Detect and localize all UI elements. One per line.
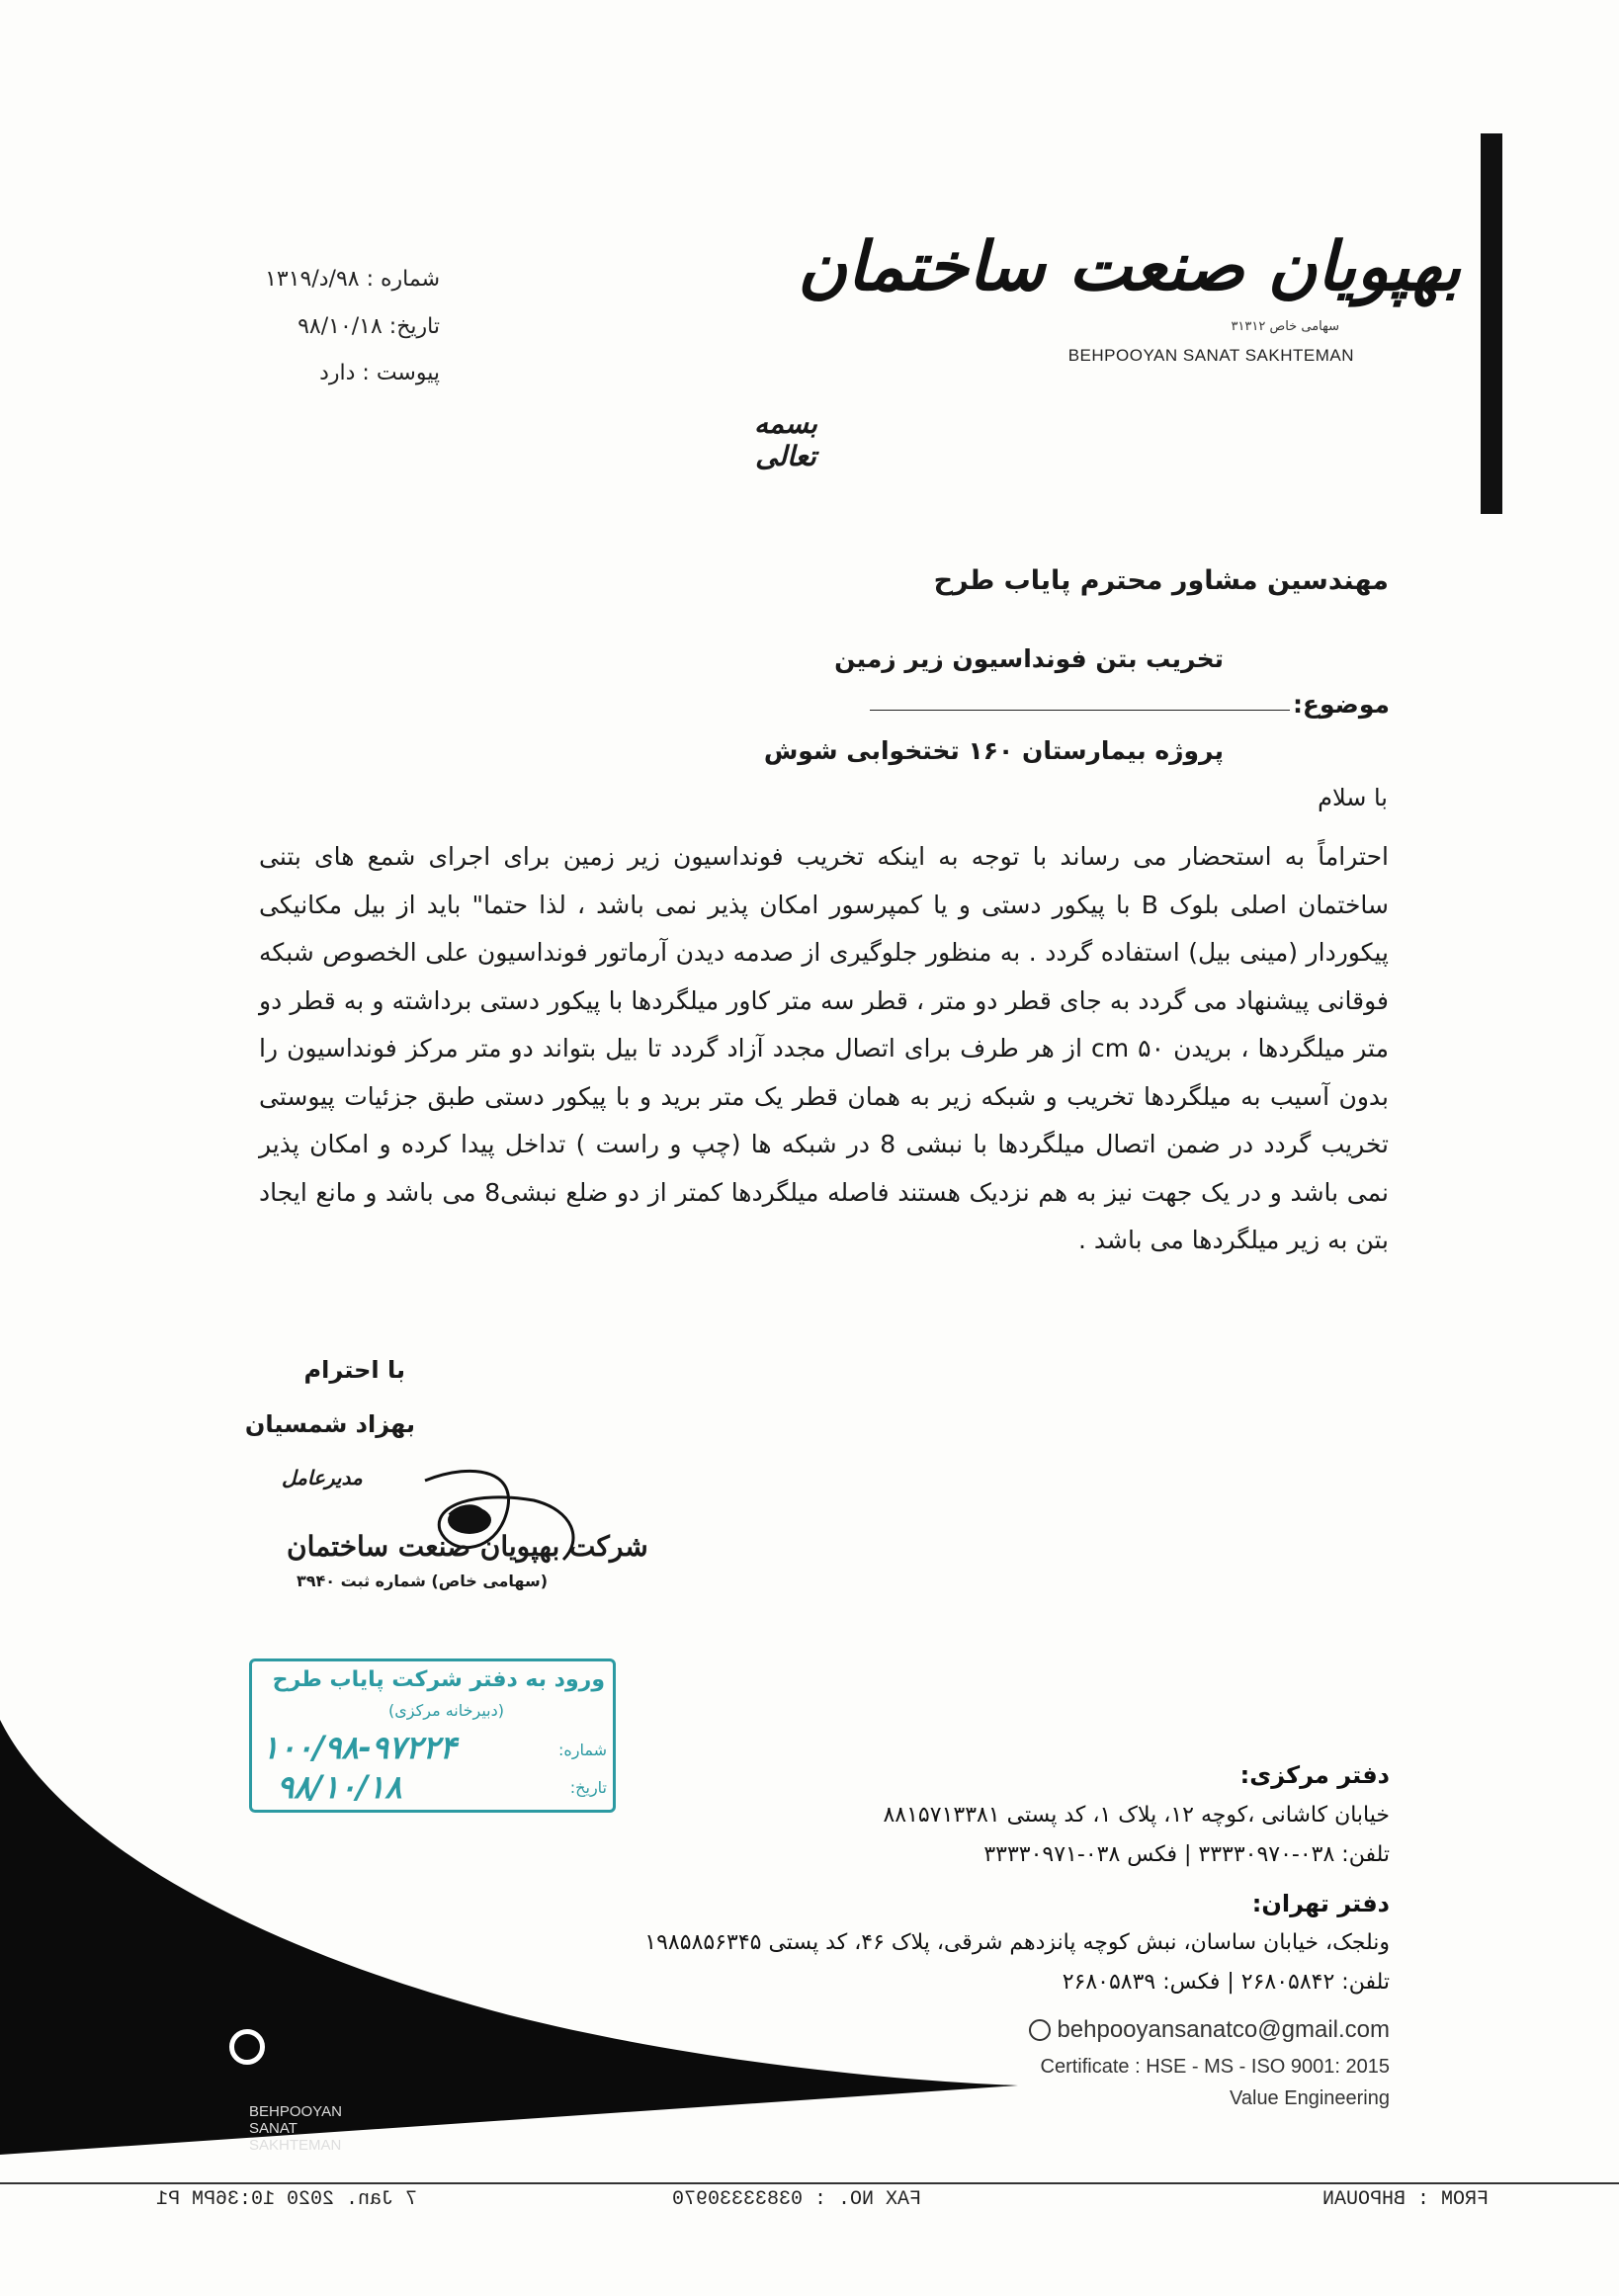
subject-underline <box>870 710 1290 711</box>
letter-number: شماره : ۹۸/د/۱۳۱۹ <box>265 267 440 292</box>
stamp-number: ۱۰۰/۹۸-۹۷۲۲۴ <box>262 1729 457 1766</box>
tehran-address: ونلجک، خیابان ساسان، نبش کوچه پانزدهم شرقی، پلاک ۴۶، کد پستی ۱۹۸۵۸۵۶۳۴۵ <box>644 1930 1390 1955</box>
seal-company: شرکت بهپویان صنعت ساختمان <box>287 1530 648 1563</box>
tehran-phone: تلفن: ۲۶۸۰۵۸۴۲ | فکس: ۲۶۸۰۵۸۳۹ <box>1062 1970 1390 1995</box>
stamp-date-label: تاریخ: <box>569 1778 607 1797</box>
signer-name: بهزاد شمسیان <box>244 1410 415 1438</box>
tehran-office-label: دفتر تهران: <box>1251 1890 1390 1917</box>
subject-text: تخریب بتن فونداسیون زیر زمین <box>834 644 1224 673</box>
seal-registration: (سهامی خاص) شماره ثبت ۳۹۴۰ <box>297 1572 549 1590</box>
company-latin-name: BEHPOOYAN SANAT SAKHTEMAN <box>1067 346 1354 365</box>
letter-attachment: پیوست : دارد <box>319 361 440 385</box>
email-row <box>1029 2016 1390 2044</box>
stamp-title: ورود به دفتر شرکت پایاب طرح <box>272 1667 605 1692</box>
recipient: مهندسین مشاور محترم پایاب طرح <box>933 565 1389 596</box>
greeting: با سلام <box>1318 784 1388 811</box>
letter-date: تاریخ: ۹۸/۱۰/۱۸ <box>298 314 440 339</box>
fax-from: FROM : BHPOUAN <box>1322 2188 1490 2211</box>
letter-body: احتراماً به استحضار می رساند با توجه به اینکه تخریب فونداسیون زیر زمین برای اجرای شمع های بتنی ساختمان اصلی بلوک B با پیکور دستی و یا کمپرسور امکان پذیر نمی باشد ، لذا حتما" باید از بیل مکانیکی پیکوردار (مینی بیل) استفاده گردد . به منظور جلوگیری از صدمه دیدن آرماتور فونداسیون علی الخصوص شبکه فوقانی پیشنهاد می گردد به جای قطر دو متر ، قطر سه متر کاور میلگردها با پیکور دستی برداشته و به قطر دو متر میلگردها ، بریدن cm ۵۰ از هر طرف برای اتصال مجدد آزاد گردد تا بیل بتواند دو متر مرکز فونداسیون را بدون آسیب به میلگردها تخریب و شبکه زیر به همان قطر یک متر برید و با پیکور دستی طبق جزئیات پیوستی تخریب گردد در ضمن اتصال میلگردها با نبشی 8 در شبکه ها (چپ و راست ) تداخل پیدا کرده و امکان پذیر نمی باشد و در یک جهت نیز به هم نزدیک هستند فاصله میلگردها کمتر از دو ضلع نبشی8 می باشد و مانع ایجاد بتن به زیر میلگردها می باشد . <box>259 842 1390 1254</box>
hq-address: خیابان کاشانی ،کوچه ۱۲، پلاک ۱، کد پستی ۸۸۱۵۷۱۳۳۸۱ <box>883 1803 1390 1828</box>
seal-title: مدیرعامل <box>282 1466 363 1489</box>
footer-logo-circle-icon <box>229 2029 265 2065</box>
basmala: بسمه تعالی <box>754 407 817 472</box>
letterhead-side-band <box>1481 133 1502 514</box>
email-icon <box>1029 2019 1051 2041</box>
footer-logo-text: BEHPOOYAN SANAT SAKHTEMAN <box>249 2103 342 2154</box>
hq-office-label: دفتر مرکزی: <box>1239 1761 1390 1789</box>
stamp-subtitle: (دبیرخانه مرکزی) <box>388 1701 504 1720</box>
closing: با احترام <box>303 1356 405 1384</box>
value-engineering: Value Engineering <box>1230 2087 1390 2109</box>
fax-number: FAX NO. : 03833330970 <box>672 2188 922 2211</box>
certificate-line: Certificate : HSE - MS - ISO 9001: 2015 <box>1040 2056 1390 2078</box>
stamp-date: ۹۸/۱۰/۱۸ <box>277 1768 402 1806</box>
hq-phone: تلفن: ۰۳۸-۳۳۳۳۰۹۷۰ | فکس ۰۳۸-۳۳۳۳۰۹۷۱ <box>983 1842 1390 1867</box>
company-registration: سهامی خاص ۳۱۳۱۲ <box>1231 319 1339 334</box>
email-address[interactable]: behpooyansanatco@gmail.com <box>1057 2016 1390 2043</box>
fax-timestamp: 7 Jan. 2020 10:36PM P1 <box>156 2188 418 2211</box>
stamp-number-label: شماره: <box>557 1741 607 1759</box>
project-name: پروژه بیمارستان ۱۶۰ تختخوابی شوش <box>763 736 1224 765</box>
company-logo-text: بهپویان صنعت ساختمان <box>798 227 1461 306</box>
subject-label: موضوع: <box>1292 690 1390 719</box>
